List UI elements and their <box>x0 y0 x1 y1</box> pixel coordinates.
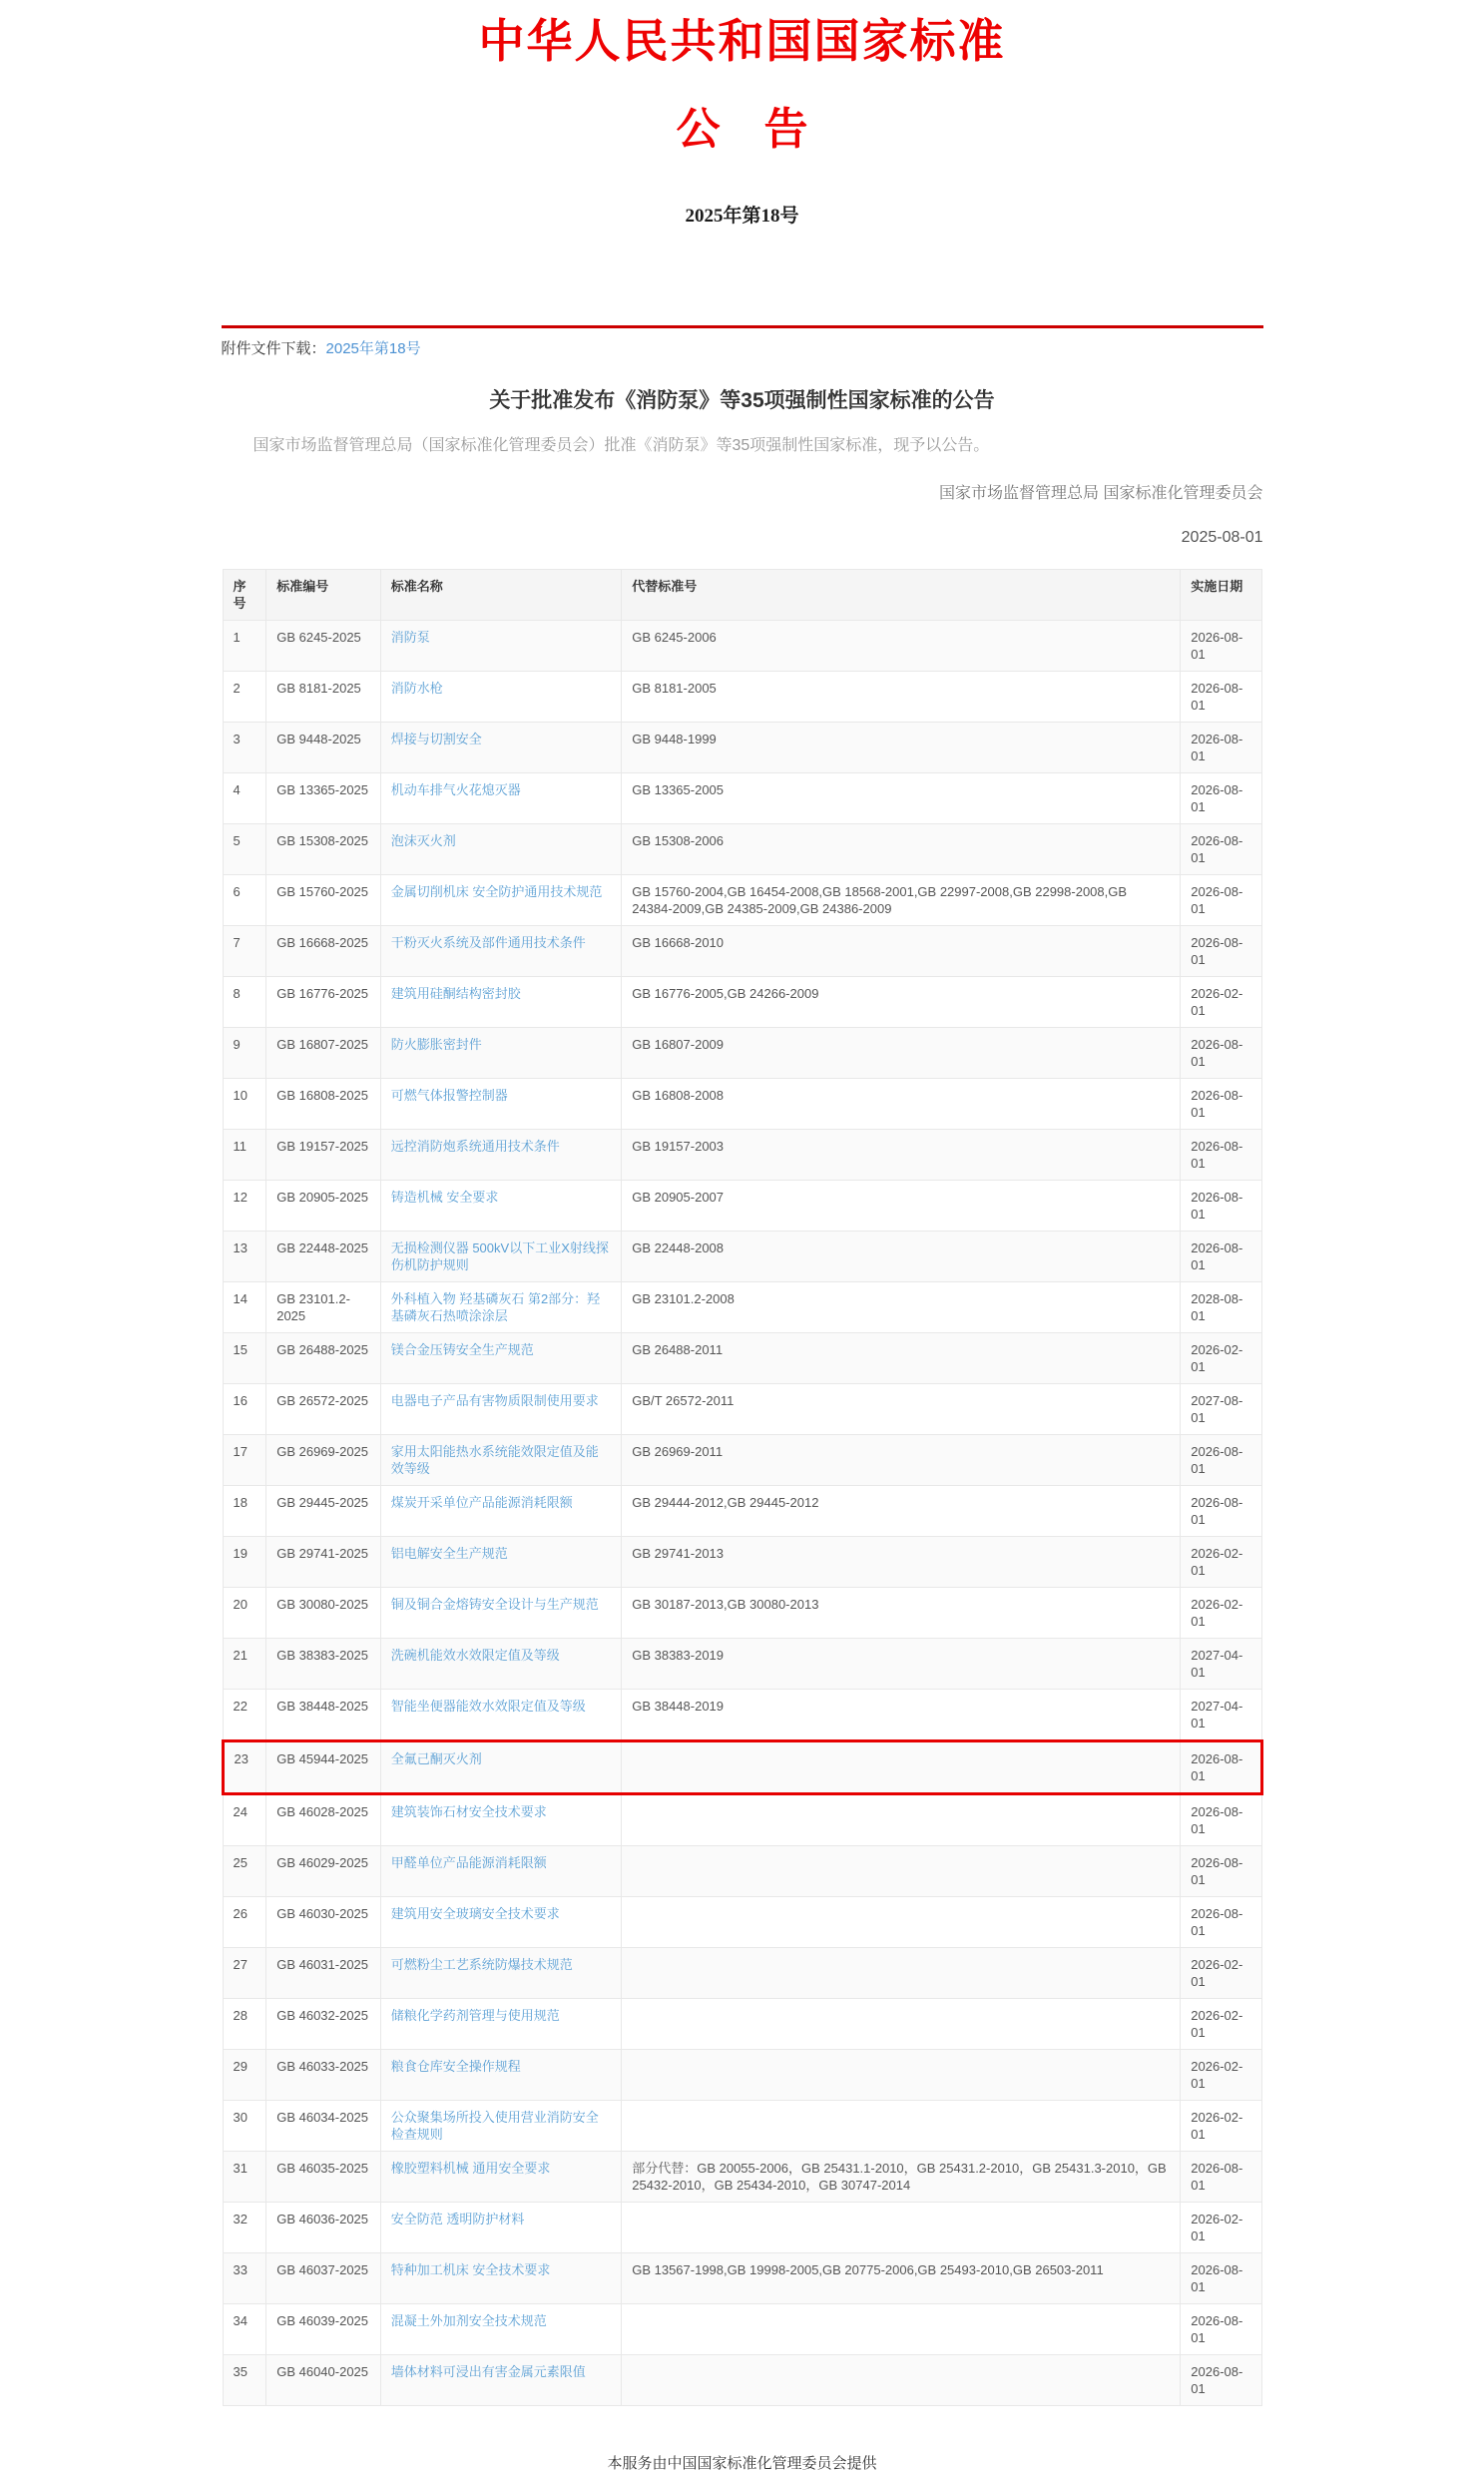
implementation-date-cell: 2026-08-01 <box>1181 1846 1261 1897</box>
table-row <box>223 926 1261 977</box>
standard-name-cell <box>380 2152 622 2203</box>
standard-name-link[interactable]: 煤炭开采单位产品能源消耗限额 <box>390 1495 573 1511</box>
standard-name-link[interactable]: 储粮化学药剂管理与使用规范 <box>390 2008 560 2024</box>
replaced-standards-cell: GB 38383-2019 <box>622 1639 1181 1690</box>
table-row <box>223 824 1261 875</box>
column-header: 标准编号 <box>266 570 381 621</box>
replaced-standards-cell <box>622 1897 1181 1948</box>
replaced-standards-cell <box>622 2304 1181 2355</box>
standard-name-cell <box>380 2101 622 2152</box>
implementation-date-cell: 2026-02-01 <box>1181 1537 1261 1588</box>
column-header: 实施日期 <box>1181 570 1261 621</box>
standard-code-cell: GB 19157-2025 <box>266 1130 381 1181</box>
standard-code-cell: GB 46033-2025 <box>266 2050 381 2101</box>
replaced-standards-cell: GB 16668-2010 <box>622 926 1181 977</box>
standard-name-link[interactable]: 智能坐便器能效水效限定值及等级 <box>390 1699 586 1715</box>
standard-name-cell <box>380 1948 622 1999</box>
standard-name-link[interactable]: 墙体材料可浸出有害金属元素限值 <box>390 2364 586 2380</box>
standard-name-link[interactable]: 焊接与切割安全 <box>390 732 482 747</box>
column-header: 标准名称 <box>380 570 622 621</box>
implementation-date-cell: 2026-08-01 <box>1181 1079 1261 1130</box>
standard-code-cell: GB 46030-2025 <box>266 1897 381 1948</box>
seq-cell: 22 <box>223 1690 266 1741</box>
standard-name-link[interactable]: 特种加工机床 安全技术要求 <box>390 2262 551 2278</box>
table-row <box>223 2203 1261 2253</box>
implementation-date-cell: 2026-02-01 <box>1181 1588 1261 1639</box>
standard-name-link[interactable]: 消防泵 <box>390 630 430 646</box>
replaced-standards-cell: GB 6245-2006 <box>622 621 1181 672</box>
column-header: 序号 <box>223 570 266 621</box>
seq-cell: 14 <box>223 1282 266 1333</box>
standard-name-cell <box>380 1333 622 1384</box>
standard-name-cell <box>380 875 622 926</box>
standard-code-cell: GB 6245-2025 <box>266 621 381 672</box>
implementation-date-cell: 2026-08-01 <box>1181 1794 1261 1846</box>
seq-cell: 30 <box>223 2101 266 2152</box>
standard-code-cell: GB 9448-2025 <box>266 723 381 773</box>
implementation-date-cell: 2026-08-01 <box>1181 2253 1261 2304</box>
replaced-standards-cell: GB 19157-2003 <box>622 1130 1181 1181</box>
standard-code-cell: GB 46031-2025 <box>266 1948 381 1999</box>
standard-code-cell: GB 26969-2025 <box>266 1435 381 1486</box>
attachment-link[interactable]: 2025年第18号 <box>325 340 421 358</box>
standard-name-cell <box>380 2304 622 2355</box>
replaced-standards-cell <box>622 2355 1181 2406</box>
standard-name-cell <box>380 977 622 1028</box>
replaced-standards-cell: GB 16807-2009 <box>622 1028 1181 1079</box>
standard-code-cell: GB 29741-2025 <box>266 1537 381 1588</box>
replaced-standards-cell: GB 23101.2-2008 <box>622 1282 1181 1333</box>
standard-name-cell <box>380 621 622 672</box>
table-row <box>223 1537 1261 1588</box>
seq-cell: 23 <box>223 1741 266 1794</box>
standard-code-cell: GB 46040-2025 <box>266 2355 381 2406</box>
table-row <box>223 621 1261 672</box>
implementation-date-cell: 2026-02-01 <box>1181 2203 1261 2253</box>
implementation-date-cell: 2026-08-01 <box>1181 672 1261 723</box>
table-row <box>223 1948 1261 1999</box>
standard-code-cell: GB 46039-2025 <box>266 2304 381 2355</box>
replaced-standards-cell <box>622 1741 1181 1794</box>
standard-name-cell <box>380 1999 622 2050</box>
standard-name-cell <box>380 824 622 875</box>
standard-name-link[interactable]: 干粉灭火系统及部件通用技术条件 <box>390 935 586 951</box>
standard-code-cell: GB 46032-2025 <box>266 1999 381 2050</box>
standard-name-link[interactable]: 金属切削机床 安全防护通用技术规范 <box>390 884 603 900</box>
replaced-standards-cell: GB/T 26572-2011 <box>622 1384 1181 1435</box>
seq-cell: 32 <box>223 2203 266 2253</box>
table-row <box>223 2355 1261 2406</box>
standard-name-link[interactable]: 粮食仓库安全操作规程 <box>390 2059 521 2075</box>
standard-name-link[interactable]: 可燃粉尘工艺系统防爆技术规范 <box>390 1957 573 1973</box>
table-row <box>223 1232 1261 1282</box>
standard-code-cell: GB 16776-2025 <box>266 977 381 1028</box>
standard-code-cell: GB 22448-2025 <box>266 1232 381 1282</box>
standard-code-cell: GB 38383-2025 <box>266 1639 381 1690</box>
standard-name-cell <box>380 2050 622 2101</box>
standard-code-cell: GB 20905-2025 <box>266 1181 381 1232</box>
implementation-date-cell: 2026-08-01 <box>1181 2355 1261 2406</box>
implementation-date-cell: 2027-08-01 <box>1181 1384 1261 1435</box>
standard-code-cell: GB 26572-2025 <box>266 1384 381 1435</box>
implementation-date-cell: 2027-04-01 <box>1181 1639 1261 1690</box>
standard-name-link[interactable]: 泡沫灭火剂 <box>390 833 456 849</box>
replaced-standards-cell: GB 22448-2008 <box>622 1232 1181 1282</box>
replaced-standards-cell: GB 9448-1999 <box>622 723 1181 773</box>
standard-name-link[interactable]: 铸造机械 安全要求 <box>390 1190 499 1206</box>
replaced-standards-cell: GB 13365-2005 <box>622 773 1181 824</box>
implementation-date-cell: 2026-08-01 <box>1181 1486 1261 1537</box>
table-row <box>223 1999 1261 2050</box>
standard-name-cell <box>380 2355 622 2406</box>
seq-cell: 8 <box>223 977 266 1028</box>
table-row <box>223 1028 1261 1079</box>
standard-name-link[interactable]: 混凝土外加剂安全技术规范 <box>390 2313 547 2329</box>
table-row <box>223 1282 1261 1333</box>
standard-name-cell <box>380 1690 622 1741</box>
replaced-standards-cell: GB 29741-2013 <box>622 1537 1181 1588</box>
standard-code-cell: GB 16668-2025 <box>266 926 381 977</box>
implementation-date-cell: 2026-08-01 <box>1181 1897 1261 1948</box>
replaced-standards-cell: GB 26488-2011 <box>622 1333 1181 1384</box>
table-row <box>223 2050 1261 2101</box>
seq-cell: 11 <box>223 1130 266 1181</box>
page-title: 中华人民共和国国家标准 <box>478 16 1006 67</box>
seq-cell: 15 <box>223 1333 266 1384</box>
standard-name-cell <box>380 1486 622 1537</box>
replaced-standards-cell: GB 15760-2004,GB 16454-2008,GB 18568-2001,GB 22997-2008,GB 22998-2008,GB 24384-2009,GB 24385-2009,GB 24386-2009 <box>622 875 1181 926</box>
announcement-body: 国家市场监督管理总局（国家标准化管理委员会）批准《消防泵》等35项强制性国家标准，现予以公告。 <box>252 437 990 455</box>
replaced-standards-cell <box>622 2203 1181 2253</box>
standard-code-cell: GB 16808-2025 <box>266 1079 381 1130</box>
table-row <box>223 2304 1261 2355</box>
standard-name-cell <box>380 1639 622 1690</box>
implementation-date-cell: 2026-08-01 <box>1181 875 1261 926</box>
standard-code-cell: GB 15760-2025 <box>266 875 381 926</box>
standard-name-cell <box>380 1741 622 1794</box>
implementation-date-cell: 2026-02-01 <box>1181 1948 1261 1999</box>
announcement-signature: 国家市场监督管理总局 国家标准化管理委员会 <box>939 485 1263 503</box>
seq-cell: 19 <box>223 1537 266 1588</box>
standard-code-cell: GB 16807-2025 <box>266 1028 381 1079</box>
standard-name-cell <box>380 1079 622 1130</box>
standard-name-cell <box>380 1282 622 1333</box>
standard-name-cell <box>380 672 622 723</box>
replaced-standards-cell: GB 20905-2007 <box>622 1181 1181 1232</box>
replaced-standards-cell: GB 16776-2005,GB 24266-2009 <box>622 977 1181 1028</box>
table-row <box>223 672 1261 723</box>
column-header: 代替标准号 <box>622 570 1181 621</box>
table-row <box>223 875 1261 926</box>
standard-code-cell: GB 38448-2025 <box>266 1690 381 1741</box>
replaced-standards-cell <box>622 2101 1181 2152</box>
standard-name-link[interactable]: 建筑用硅酮结构密封胶 <box>390 986 521 1002</box>
standard-code-cell: GB 46037-2025 <box>266 2253 381 2304</box>
standard-name-cell <box>380 2253 622 2304</box>
seq-cell: 28 <box>223 1999 266 2050</box>
replaced-standards-cell <box>622 2050 1181 2101</box>
implementation-date-cell: 2026-08-01 <box>1181 1181 1261 1232</box>
standard-code-cell: GB 29445-2025 <box>266 1486 381 1537</box>
standard-name-link[interactable]: 无损检测仪器 500kV以下工业X射线探伤机防护规则 <box>390 1240 609 1273</box>
table-row <box>223 1079 1261 1130</box>
table-row <box>223 2101 1261 2152</box>
issue-number: 2025年第18号 <box>685 206 799 228</box>
replaced-standards-cell <box>622 1794 1181 1846</box>
page-subtitle: 公 告 <box>676 104 808 154</box>
table-row-highlighted <box>223 1741 1261 1794</box>
replaced-standards-cell: GB 29444-2012,GB 29445-2012 <box>622 1486 1181 1537</box>
replaced-standards-cell: GB 13567-1998,GB 19998-2005,GB 20775-2006,GB 25493-2010,GB 26503-2011 <box>622 2253 1181 2304</box>
implementation-date-cell: 2026-08-01 <box>1181 1435 1261 1486</box>
standard-name-cell <box>380 1435 622 1486</box>
seq-cell: 17 <box>223 1435 266 1486</box>
standard-name-cell <box>380 1537 622 1588</box>
standard-code-cell: GB 13365-2025 <box>266 773 381 824</box>
seq-cell: 16 <box>223 1384 266 1435</box>
table-row <box>223 1333 1261 1384</box>
table-row <box>223 723 1261 773</box>
table-row <box>223 1588 1261 1639</box>
seq-cell: 27 <box>223 1948 266 1999</box>
standard-code-cell: GB 45944-2025 <box>266 1741 381 1794</box>
standard-name-cell <box>380 2203 622 2253</box>
seq-cell: 26 <box>223 1897 266 1948</box>
implementation-date-cell: 2027-04-01 <box>1181 1690 1261 1741</box>
table-row <box>223 2152 1261 2203</box>
replaced-standards-cell: GB 15308-2006 <box>622 824 1181 875</box>
implementation-date-cell: 2026-08-01 <box>1181 2152 1261 2203</box>
page-container <box>222 16 1263 2473</box>
footer-text: 本服务由中国国家标准化管理委员会提供 <box>607 2455 877 2473</box>
standard-name-link[interactable]: 家用太阳能热水系统能效限定值及能效等级 <box>390 1444 599 1477</box>
implementation-date-cell: 2026-08-01 <box>1181 723 1261 773</box>
standard-name-link[interactable]: 建筑装饰石材安全技术要求 <box>390 1804 547 1820</box>
implementation-date-cell: 2026-08-01 <box>1181 773 1261 824</box>
seq-cell: 31 <box>223 2152 266 2203</box>
table-row <box>223 1486 1261 1537</box>
announcement-heading: 关于批准发布《消防泵》等35项强制性国家标准的公告 <box>489 389 995 413</box>
implementation-date-cell: 2026-08-01 <box>1181 824 1261 875</box>
seq-cell: 34 <box>223 2304 266 2355</box>
standard-name-link[interactable]: 电器电子产品有害物质限制使用要求 <box>390 1393 599 1409</box>
standard-code-cell: GB 8181-2025 <box>266 672 381 723</box>
seq-cell: 29 <box>223 2050 266 2101</box>
standard-name-link[interactable]: 可燃气体报警控制器 <box>390 1088 508 1104</box>
standard-name-link[interactable]: 镁合金压铸安全生产规范 <box>390 1342 534 1358</box>
standards-table <box>222 569 1263 2406</box>
standard-name-link[interactable]: 消防水枪 <box>390 681 443 697</box>
replaced-standards-cell <box>622 1948 1181 1999</box>
table-row <box>223 1181 1261 1232</box>
implementation-date-cell: 2026-02-01 <box>1181 1333 1261 1384</box>
standard-name-link[interactable]: 洗碗机能效水效限定值及等级 <box>390 1648 560 1664</box>
seq-cell: 18 <box>223 1486 266 1537</box>
standard-name-link[interactable]: 建筑用安全玻璃安全技术要求 <box>390 1906 560 1922</box>
standard-name-cell <box>380 1588 622 1639</box>
seq-cell: 4 <box>223 773 266 824</box>
implementation-date-cell: 2026-02-01 <box>1181 977 1261 1028</box>
standard-code-cell: GB 46036-2025 <box>266 2203 381 2253</box>
table-row <box>223 1639 1261 1690</box>
standard-name-link[interactable]: 公众聚集场所投入使用营业消防安全检查规则 <box>390 2110 599 2143</box>
implementation-date-cell: 2026-08-01 <box>1181 1741 1261 1794</box>
standard-code-cell: GB 26488-2025 <box>266 1333 381 1384</box>
standard-name-link[interactable]: 外科植入物 羟基磷灰石 第2部分：羟基磷灰石热喷涂涂层 <box>390 1291 601 1324</box>
seq-cell: 24 <box>223 1794 266 1846</box>
table-row <box>223 1794 1261 1846</box>
standard-name-link[interactable]: 铜及铜合金熔铸安全设计与生产规范 <box>390 1597 599 1613</box>
seq-cell: 2 <box>223 672 266 723</box>
table-row <box>223 2253 1261 2304</box>
standard-name-link[interactable]: 铝电解安全生产规范 <box>390 1546 508 1562</box>
replaced-standards-cell: 部分代替：GB 20055-2006，GB 25431.1-2010，GB 25431.2-2010，GB 25431.3-2010，GB 25432-2010，GB 25434-2010，GB 30747-2014 <box>622 2152 1181 2203</box>
implementation-date-cell: 2026-02-01 <box>1181 2101 1261 2152</box>
seq-cell: 20 <box>223 1588 266 1639</box>
standard-code-cell: GB 15308-2025 <box>266 824 381 875</box>
red-divider <box>222 325 1263 328</box>
table-row <box>223 1384 1261 1435</box>
standard-name-cell <box>380 1028 622 1079</box>
replaced-standards-cell: GB 8181-2005 <box>622 672 1181 723</box>
standard-name-cell <box>380 1384 622 1435</box>
standard-name-link[interactable]: 防火膨胀密封件 <box>390 1037 482 1053</box>
table-row <box>223 977 1261 1028</box>
table-header-row <box>223 570 1261 621</box>
standard-name-cell <box>380 1232 622 1282</box>
standard-code-cell: GB 46029-2025 <box>266 1846 381 1897</box>
announcement-date: 2025-08-01 <box>1181 529 1263 547</box>
standard-name-cell <box>380 1846 622 1897</box>
standard-name-cell <box>380 773 622 824</box>
standard-name-cell <box>380 1181 622 1232</box>
implementation-date-cell: 2026-08-01 <box>1181 1028 1261 1079</box>
implementation-date-cell: 2026-08-01 <box>1181 621 1261 672</box>
standard-name-link[interactable]: 甲醛单位产品能源消耗限额 <box>390 1855 547 1871</box>
attachment-label: 附件文件下载： <box>221 340 326 358</box>
replaced-standards-cell <box>622 1846 1181 1897</box>
implementation-date-cell: 2026-08-01 <box>1181 1130 1261 1181</box>
replaced-standards-cell: GB 16808-2008 <box>622 1079 1181 1130</box>
replaced-standards-cell <box>622 1999 1181 2050</box>
implementation-date-cell: 2026-08-01 <box>1181 926 1261 977</box>
seq-cell: 5 <box>223 824 266 875</box>
seq-cell: 13 <box>223 1232 266 1282</box>
standard-name-cell <box>380 1130 622 1181</box>
standard-code-cell: GB 46028-2025 <box>266 1794 381 1846</box>
seq-cell: 25 <box>223 1846 266 1897</box>
standard-name-link[interactable]: 安全防范 透明防护材料 <box>390 2212 525 2227</box>
replaced-standards-cell: GB 30187-2013,GB 30080-2013 <box>622 1588 1181 1639</box>
implementation-date-cell: 2028-08-01 <box>1181 1282 1261 1333</box>
table-row <box>223 1846 1261 1897</box>
standard-name-cell <box>380 1897 622 1948</box>
replaced-standards-cell: GB 26969-2011 <box>622 1435 1181 1486</box>
seq-cell: 3 <box>223 723 266 773</box>
seq-cell: 12 <box>223 1181 266 1232</box>
standard-name-link[interactable]: 机动车排气火花熄灭器 <box>390 782 521 798</box>
attachment-row <box>222 337 1263 358</box>
standard-name-link[interactable]: 全氟己酮灭火剂 <box>390 1751 482 1767</box>
standard-name-cell <box>380 926 622 977</box>
implementation-date-cell: 2026-02-01 <box>1181 2050 1261 2101</box>
seq-cell: 21 <box>223 1639 266 1690</box>
standard-code-cell: GB 46035-2025 <box>266 2152 381 2203</box>
seq-cell: 7 <box>223 926 266 977</box>
table-body <box>223 621 1261 2406</box>
standard-code-cell: GB 30080-2025 <box>266 1588 381 1639</box>
implementation-date-cell: 2026-08-01 <box>1181 2304 1261 2355</box>
seq-cell: 6 <box>223 875 266 926</box>
standard-name-link[interactable]: 橡胶塑料机械 通用安全要求 <box>390 2161 551 2177</box>
seq-cell: 33 <box>223 2253 266 2304</box>
implementation-date-cell: 2026-02-01 <box>1181 1999 1261 2050</box>
replaced-standards-cell: GB 38448-2019 <box>622 1690 1181 1741</box>
standard-name-link[interactable]: 远控消防炮系统通用技术条件 <box>390 1139 560 1155</box>
implementation-date-cell: 2026-08-01 <box>1181 1232 1261 1282</box>
seq-cell: 10 <box>223 1079 266 1130</box>
seq-cell: 9 <box>223 1028 266 1079</box>
table-row <box>223 1435 1261 1486</box>
table-row <box>223 1897 1261 1948</box>
standard-name-cell <box>380 1794 622 1846</box>
seq-cell: 1 <box>223 621 266 672</box>
standard-code-cell: GB 46034-2025 <box>266 2101 381 2152</box>
standard-name-cell <box>380 723 622 773</box>
standard-code-cell: GB 23101.2-2025 <box>266 1282 381 1333</box>
table-row <box>223 1690 1261 1741</box>
table-row <box>223 1130 1261 1181</box>
seq-cell: 35 <box>223 2355 266 2406</box>
table-row <box>223 773 1261 824</box>
